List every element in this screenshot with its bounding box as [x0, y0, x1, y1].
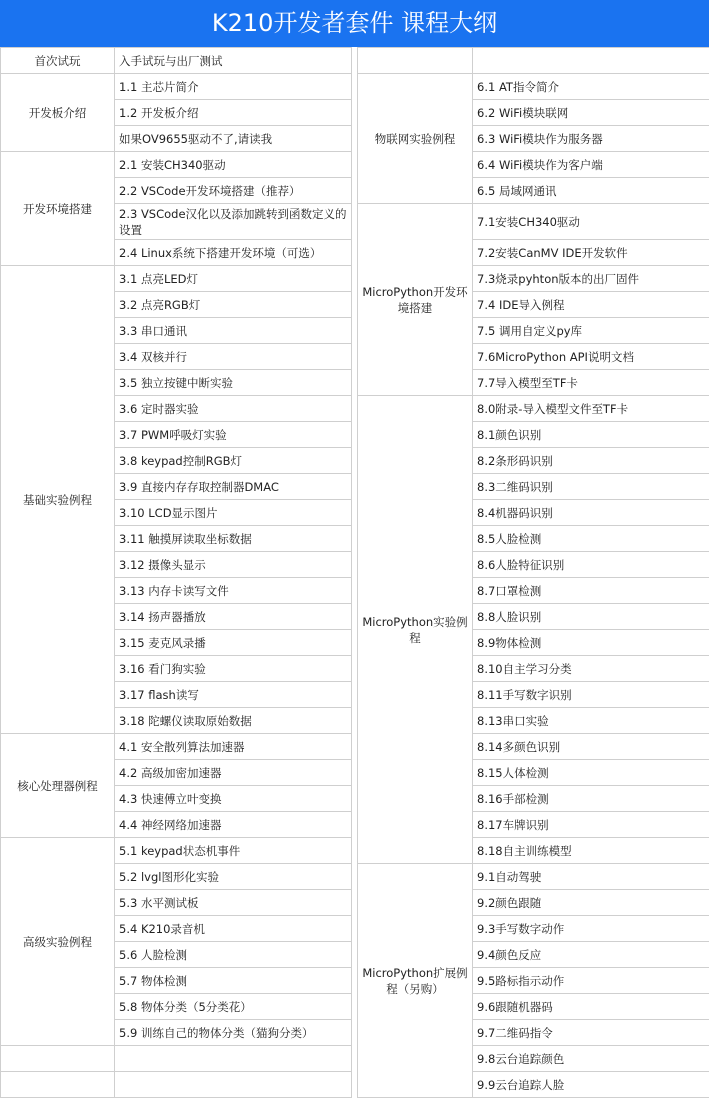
right-lesson-cell: 7.3烧录pyhton版本的出厂固件	[473, 266, 709, 292]
right-lesson-cell: 8.14多颜色识别	[473, 734, 709, 760]
right-lesson-cell: 8.15人体检测	[473, 760, 709, 786]
right-lesson-cell: 9.7二维码指令	[473, 1020, 709, 1046]
left-lesson-cell: 3.4 双核并行	[115, 344, 352, 370]
right-category-cell: MicroPython开发环境搭建	[358, 204, 473, 396]
right-lesson-cell: 8.5人脸检测	[473, 526, 709, 552]
right-lesson-cell: 8.1颜色识别	[473, 422, 709, 448]
right-category-cell: MicroPython实验例程	[358, 396, 473, 864]
right-lesson-cell: 8.0附录-导入模型文件至TF卡	[473, 396, 709, 422]
right-lesson-cell: 7.1安装CH340驱动	[473, 204, 709, 240]
left-lesson-cell: 入手试玩与出厂测试	[115, 48, 352, 74]
right-lesson-cell: 7.4 IDE导入例程	[473, 292, 709, 318]
right-lesson-cell: 8.11手写数字识别	[473, 682, 709, 708]
left-lesson-cell: 3.14 扬声器播放	[115, 604, 352, 630]
right-lesson-cell: 8.17车牌识别	[473, 812, 709, 838]
left-lesson-cell: 4.1 安全散列算法加速器	[115, 734, 352, 760]
left-category-cell: 高级实验例程	[1, 838, 115, 1046]
left-lesson-cell: 5.9 训练自己的物体分类（猫狗分类）	[115, 1020, 352, 1046]
left-lesson-cell: 5.1 keypad状态机事件	[115, 838, 352, 864]
left-lesson-cell: 3.10 LCD显示图片	[115, 500, 352, 526]
right-lesson-cell: 7.5 调用自定义py库	[473, 318, 709, 344]
right-lesson-cell: 9.9云台追踪人脸	[473, 1072, 709, 1098]
right-category-cell: 物联网实验例程	[358, 74, 473, 204]
left-lesson-cell: 3.5 独立按键中断实验	[115, 370, 352, 396]
left-lesson-cell: 3.2 点亮RGB灯	[115, 292, 352, 318]
right-lesson-cell: 8.18自主训练模型	[473, 838, 709, 864]
left-lesson-cell: 5.4 K210录音机	[115, 916, 352, 942]
right-lesson-cell: 8.6人脸特征识别	[473, 552, 709, 578]
left-lesson-cell: 3.15 麦克风录播	[115, 630, 352, 656]
left-empty-cell	[115, 1072, 352, 1098]
left-lesson-cell: 3.12 摄像头显示	[115, 552, 352, 578]
left-lesson-cell: 5.7 物体检测	[115, 968, 352, 994]
right-lesson-cell: 6.1 AT指令简介	[473, 74, 709, 100]
right-lesson-cell: 7.7导入模型至TF卡	[473, 370, 709, 396]
right-lesson-cell: 8.3二维码识别	[473, 474, 709, 500]
left-lesson-cell: 2.2 VSCode开发环境搭建（推荐）	[115, 178, 352, 204]
right-lesson-cell: 8.13串口实验	[473, 708, 709, 734]
right-lesson-cell: 9.8云台追踪颜色	[473, 1046, 709, 1072]
right-lesson-cell: 8.7口罩检测	[473, 578, 709, 604]
left-lesson-cell: 4.2 高级加密加速器	[115, 760, 352, 786]
right-lesson-cell: 6.4 WiFi模块作为客户端	[473, 152, 709, 178]
left-lesson-cell: 3.9 直接内存存取控制器DMAC	[115, 474, 352, 500]
right-lesson-cell: 8.10自主学习分类	[473, 656, 709, 682]
left-category-cell: 开发环境搭建	[1, 152, 115, 266]
right-lesson-cell: 6.3 WiFi模块作为服务器	[473, 126, 709, 152]
right-lesson-cell: 6.2 WiFi模块联网	[473, 100, 709, 126]
right-lesson-cell: 9.6跟随机器码	[473, 994, 709, 1020]
left-lesson-cell: 1.1 主芯片简介	[115, 74, 352, 100]
right-lesson-cell: 7.2安装CanMV IDE开发软件	[473, 240, 709, 266]
left-empty-cell	[115, 1046, 352, 1072]
left-lesson-cell: 3.3 串口通讯	[115, 318, 352, 344]
right-category-cell	[358, 48, 473, 74]
left-lesson-cell: 4.3 快速傅立叶变换	[115, 786, 352, 812]
left-lesson-cell: 3.1 点亮LED灯	[115, 266, 352, 292]
left-category-cell: 首次试玩	[1, 48, 115, 74]
left-lesson-cell: 3.13 内存卡读写文件	[115, 578, 352, 604]
right-lesson-cell: 8.16手部检测	[473, 786, 709, 812]
page-title: K210开发者套件 课程大纲	[0, 0, 709, 47]
right-lesson-cell	[473, 48, 709, 74]
left-lesson-cell: 5.2 lvgl图形化实验	[115, 864, 352, 890]
table-row	[1, 48, 709, 74]
right-lesson-cell: 9.2颜色跟随	[473, 890, 709, 916]
right-lesson-cell: 8.2条形码识别	[473, 448, 709, 474]
left-lesson-cell: 3.7 PWM呼吸灯实验	[115, 422, 352, 448]
left-lesson-cell: 3.6 定时器实验	[115, 396, 352, 422]
left-lesson-cell: 5.3 水平测试板	[115, 890, 352, 916]
left-lesson-cell: 5.6 人脸检测	[115, 942, 352, 968]
right-lesson-cell: 9.5路标指示动作	[473, 968, 709, 994]
right-lesson-cell: 9.3手写数字动作	[473, 916, 709, 942]
right-lesson-cell: 8.8人脸识别	[473, 604, 709, 630]
right-lesson-cell: 9.4颜色反应	[473, 942, 709, 968]
left-lesson-cell: 5.8 物体分类（5分类花）	[115, 994, 352, 1020]
right-category-cell: MicroPython扩展例程（另购）	[358, 864, 473, 1098]
left-lesson-cell: 2.3 VSCode汉化以及添加跳转到函数定义的设置	[115, 204, 352, 240]
left-lesson-cell: 1.2 开发板介绍	[115, 100, 352, 126]
left-empty-cell	[1, 1072, 115, 1098]
left-lesson-cell: 3.16 看门狗实验	[115, 656, 352, 682]
course-outline-table	[0, 47, 709, 1098]
left-lesson-cell: 2.1 安装CH340驱动	[115, 152, 352, 178]
left-empty-cell	[1, 1046, 115, 1072]
left-lesson-cell: 3.18 陀螺仪读取原始数据	[115, 708, 352, 734]
left-category-cell: 核心处理器例程	[1, 734, 115, 838]
right-lesson-cell: 9.1自动驾驶	[473, 864, 709, 890]
left-lesson-cell: 3.17 flash读写	[115, 682, 352, 708]
right-lesson-cell: 8.9物体检测	[473, 630, 709, 656]
left-lesson-cell: 2.4 Linux系统下搭建开发环境（可选）	[115, 240, 352, 266]
right-lesson-cell: 7.6MicroPython API说明文档	[473, 344, 709, 370]
right-lesson-cell: 8.4机器码识别	[473, 500, 709, 526]
left-lesson-cell: 3.8 keypad控制RGB灯	[115, 448, 352, 474]
left-category-cell: 开发板介绍	[1, 74, 115, 152]
left-category-cell: 基础实验例程	[1, 266, 115, 734]
left-lesson-cell: 3.11 触摸屏读取坐标数据	[115, 526, 352, 552]
right-lesson-cell: 6.5 局域网通讯	[473, 178, 709, 204]
left-lesson-cell: 如果OV9655驱动不了,请读我	[115, 126, 352, 152]
left-lesson-cell: 4.4 神经网络加速器	[115, 812, 352, 838]
